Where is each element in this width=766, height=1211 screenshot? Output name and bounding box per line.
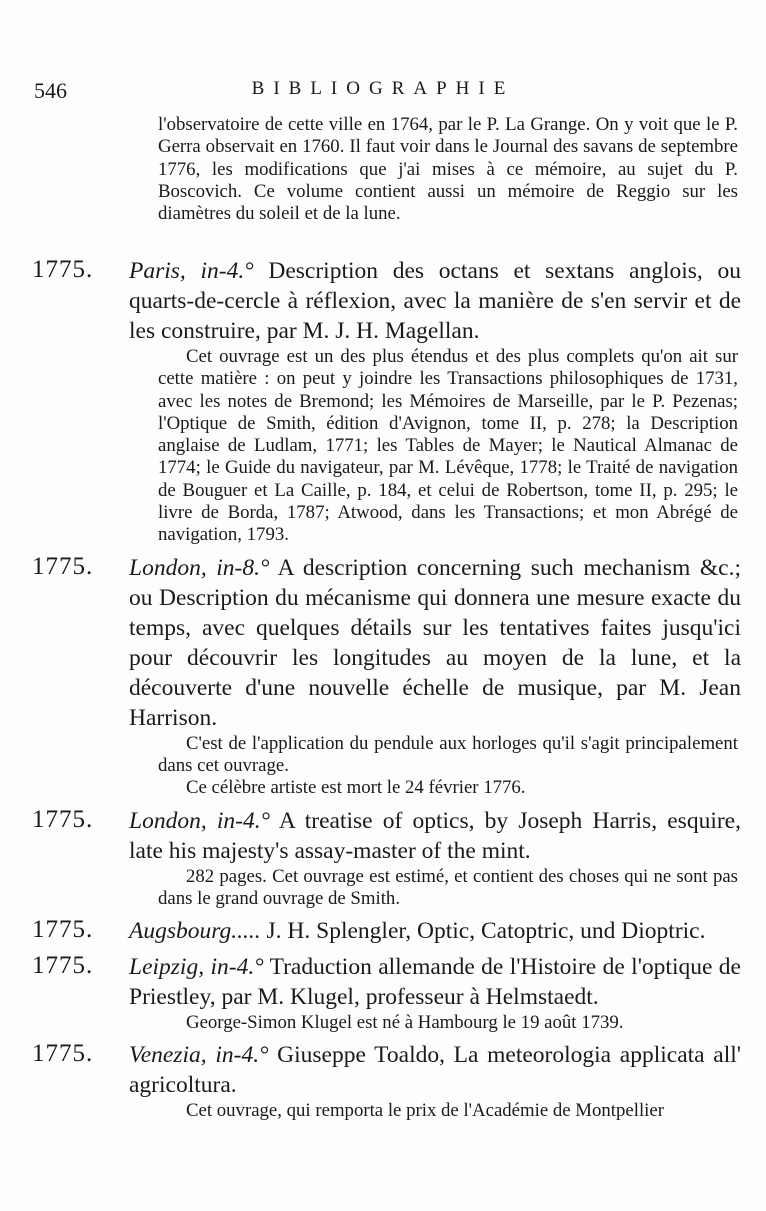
entry-place: London, in-4.° [129, 807, 270, 834]
page-number: 546 [34, 78, 67, 103]
entry-place: Leipzig, in-4.° [129, 954, 264, 981]
entry-1775-leipzig [0, 952, 766, 1034]
entry-year: 1775. [32, 256, 94, 283]
entry-place: Augsbourg..... [129, 918, 261, 945]
entry-title: A description concerning such mechanism &c.; ou Description du mécanisme qui donnera une mesure exacte du temps, avec quelques détails sur les tentatives faites jusqu'ici pour découvrir les longitudes au moyen de la lune, et la découverte d'une nouvelle échelle de musique, par M. Jean Harrison. [129, 554, 741, 731]
entry-1775-augsbourg [0, 916, 766, 946]
entry-place: Paris, in-4.° [129, 258, 254, 284]
entry-1775-paris [0, 256, 766, 547]
entry-1775-venezia [0, 1040, 766, 1122]
entry-year: 1775. [32, 916, 94, 944]
entry-1775-london-harris [0, 806, 766, 911]
entry-year: 1775. [32, 552, 94, 580]
entry-note: 282 pages. Cet ouvrage est estimé, et contient des choses qui ne sont pas dans le grand ouvrage de Smith. [158, 865, 738, 909]
entry-year: 1775. [32, 1040, 94, 1068]
entry-place: London, in-8.° [129, 554, 270, 581]
entry-year: 1775. [32, 952, 94, 980]
entry-note: C'est de l'application du pendule aux horloges qu'il s'agit principalement dans cet ouvrage. [158, 732, 738, 776]
entry-title: J. H. Splengler, Optic, Catoptric, und Dioptric. [266, 918, 706, 945]
entry-place: Venezia, in-4.° [129, 1042, 269, 1069]
entry-1775-london-harrison [0, 553, 766, 800]
entry-title: Traduction allemande de l'Histoire de l'optique de Priestley, par M. Klugel, professeur à Helmstaedt. [129, 954, 741, 1011]
entry-note: Ce célèbre artiste est mort le 24 février 1776. [186, 777, 526, 799]
entry-note: Cet ouvrage est un des plus étendus et des plus complets qu'on ait sur cette matière : on peut y joindre les Transactions philosophiques de 1731, avec les notes de Bremond; les Mémoires de Marseille, par le P. Pezenas; l'Optique de Smith, édition d'Avignon, tome II, p. 278; la Description anglaise de Ludlam, 1771; les Tables de Mayer; le Nautical Almanac de 1774; le Guide du navigateur, par M. Lévêque, 1778; le Traité de navigation de Bouguer et La Caille, p. 184, et celui de Robertson, tome II, p. 295; le livre de Borda, 1787; Atwood, dans les Transactions; et mon Abrégé de navigation, 1793. [158, 346, 738, 546]
entry-note: George-Simon Klugel est né à Hambourg le 19 août 1739. [186, 1012, 624, 1034]
entry-year: 1775. [32, 805, 94, 833]
continuation-paragraph: l'observatoire de cette ville en 1764, par le P. La Grange. On y voit que le P. Gerra observait en 1760. Il faut voir dans le Journal des savans de septembre 1776, les modifications que j'ai mises à ce mémoire, au sujet du P. Boscovich. Ce volume contient aussi un mémoire de Reggio sur les diamètres du soleil et de la lune. [158, 114, 738, 225]
entry-title: A treatise of optics, by Joseph Harris, esquire, late his majesty's assay-master of the mint. [129, 807, 741, 864]
entry-note: Cet ouvrage, qui remporta le prix de l'Académie de Montpellier [186, 1100, 664, 1122]
running-head: BIBLIOGRAPHIE [251, 78, 515, 99]
entry-title: Giuseppe Toaldo, La meteorologia applicata all' agricoltura. [129, 1042, 741, 1099]
entry-title: Description des octans et sextans anglois, ou quarts-de-cercle à réflexion, avec la manière de s'en servir et de les construire, par M. J. H. Magellan. [129, 258, 742, 344]
page-body [0, 114, 766, 1123]
